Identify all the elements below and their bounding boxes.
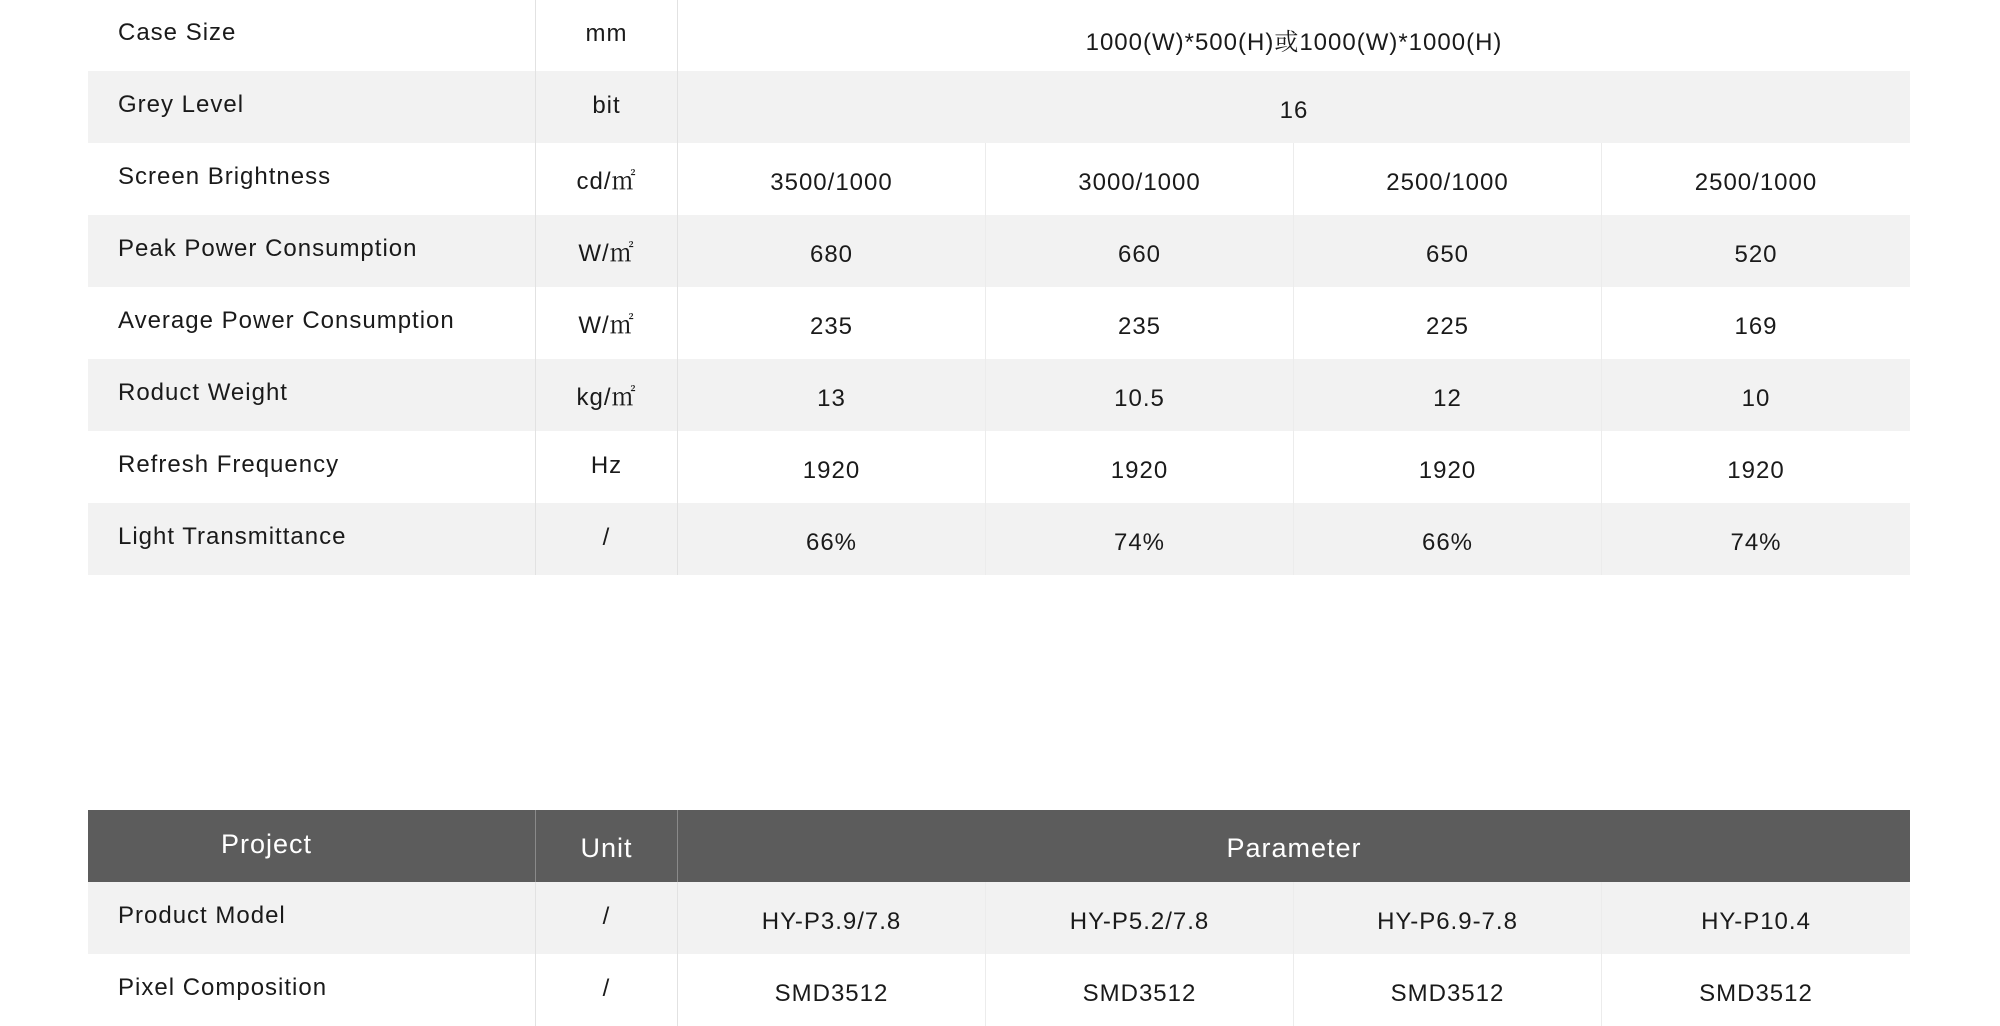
row-value: 2500/1000 (1294, 143, 1602, 215)
header-parameter: Parameter (1226, 832, 1362, 863)
row-value: 235 (986, 287, 1294, 359)
table-row (88, 882, 1910, 954)
row-unit: / (536, 503, 678, 575)
row-value: 16 (1279, 97, 1309, 124)
row-label: Grey Level (88, 71, 536, 143)
row-value: 10.5 (986, 359, 1294, 431)
row-unit: W/㎡ (536, 287, 678, 359)
row-value: 2500/1000 (1694, 169, 1818, 196)
table-row (88, 431, 1910, 503)
row-value: 66% (678, 503, 986, 575)
row-value: 680 (678, 215, 986, 287)
row-value: 520 (1734, 241, 1778, 268)
table-row (88, 954, 1910, 1026)
row-label: Case Size (88, 0, 536, 71)
table-row (88, 287, 1910, 359)
row-value: HY-P5.2/7.8 (986, 882, 1294, 954)
row-label: Peak Power Consumption (88, 215, 536, 287)
row-label: Product Model (88, 882, 536, 954)
row-unit: W/㎡ (536, 215, 678, 287)
row-value: 3000/1000 (986, 143, 1294, 215)
row-value: HY-P6.9-7.8 (1294, 882, 1602, 954)
row-label: Average Power Consumption (88, 287, 536, 359)
row-value: 74% (986, 503, 1294, 575)
row-value: 650 (1294, 215, 1602, 287)
row-value: SMD3512 (1699, 980, 1813, 1007)
row-unit: / (536, 954, 678, 1026)
spec-table-top (88, 0, 1910, 575)
row-value: 12 (1294, 359, 1602, 431)
table-row (88, 215, 1910, 287)
spec-table-bottom (88, 810, 1910, 1026)
table-row (88, 359, 1910, 431)
row-value: 225 (1294, 287, 1602, 359)
row-unit: bit (536, 71, 678, 143)
table-row (88, 143, 1910, 215)
row-value: 660 (986, 215, 1294, 287)
row-value: 74% (1730, 529, 1782, 556)
row-unit: cd/㎡ (536, 143, 678, 215)
row-label: Refresh Frequency (88, 431, 536, 503)
row-value: 66% (1294, 503, 1602, 575)
row-unit: / (536, 882, 678, 954)
header-project: Project (88, 810, 536, 882)
row-value: SMD3512 (986, 954, 1294, 1026)
row-value: 1920 (1727, 457, 1785, 484)
row-unit: mm (536, 0, 678, 71)
row-label: Roduct Weight (88, 359, 536, 431)
table-row (88, 503, 1910, 575)
row-value: 3500/1000 (678, 143, 986, 215)
row-value: 235 (678, 287, 986, 359)
row-value: 1920 (1294, 431, 1602, 503)
row-unit: Hz (536, 431, 678, 503)
table-header-row (88, 810, 1910, 882)
row-value: 13 (678, 359, 986, 431)
row-label: Light Transmittance (88, 503, 536, 575)
row-value: 1920 (678, 431, 986, 503)
row-value: HY-P10.4 (1701, 908, 1811, 935)
row-value: HY-P3.9/7.8 (678, 882, 986, 954)
table-row (88, 0, 1910, 71)
row-value: 169 (1734, 313, 1778, 340)
header-unit: Unit (536, 810, 678, 882)
row-value: SMD3512 (678, 954, 986, 1026)
row-label: Pixel Composition (88, 954, 536, 1026)
row-value: 1920 (986, 431, 1294, 503)
row-label: Screen Brightness (88, 143, 536, 215)
row-unit: kg/㎡ (536, 359, 678, 431)
row-value: SMD3512 (1294, 954, 1602, 1026)
row-value: 10 (1741, 385, 1771, 412)
table-row (88, 71, 1910, 143)
row-value: 1000(W)*500(H)或1000(W)*1000(H) (1085, 28, 1503, 56)
